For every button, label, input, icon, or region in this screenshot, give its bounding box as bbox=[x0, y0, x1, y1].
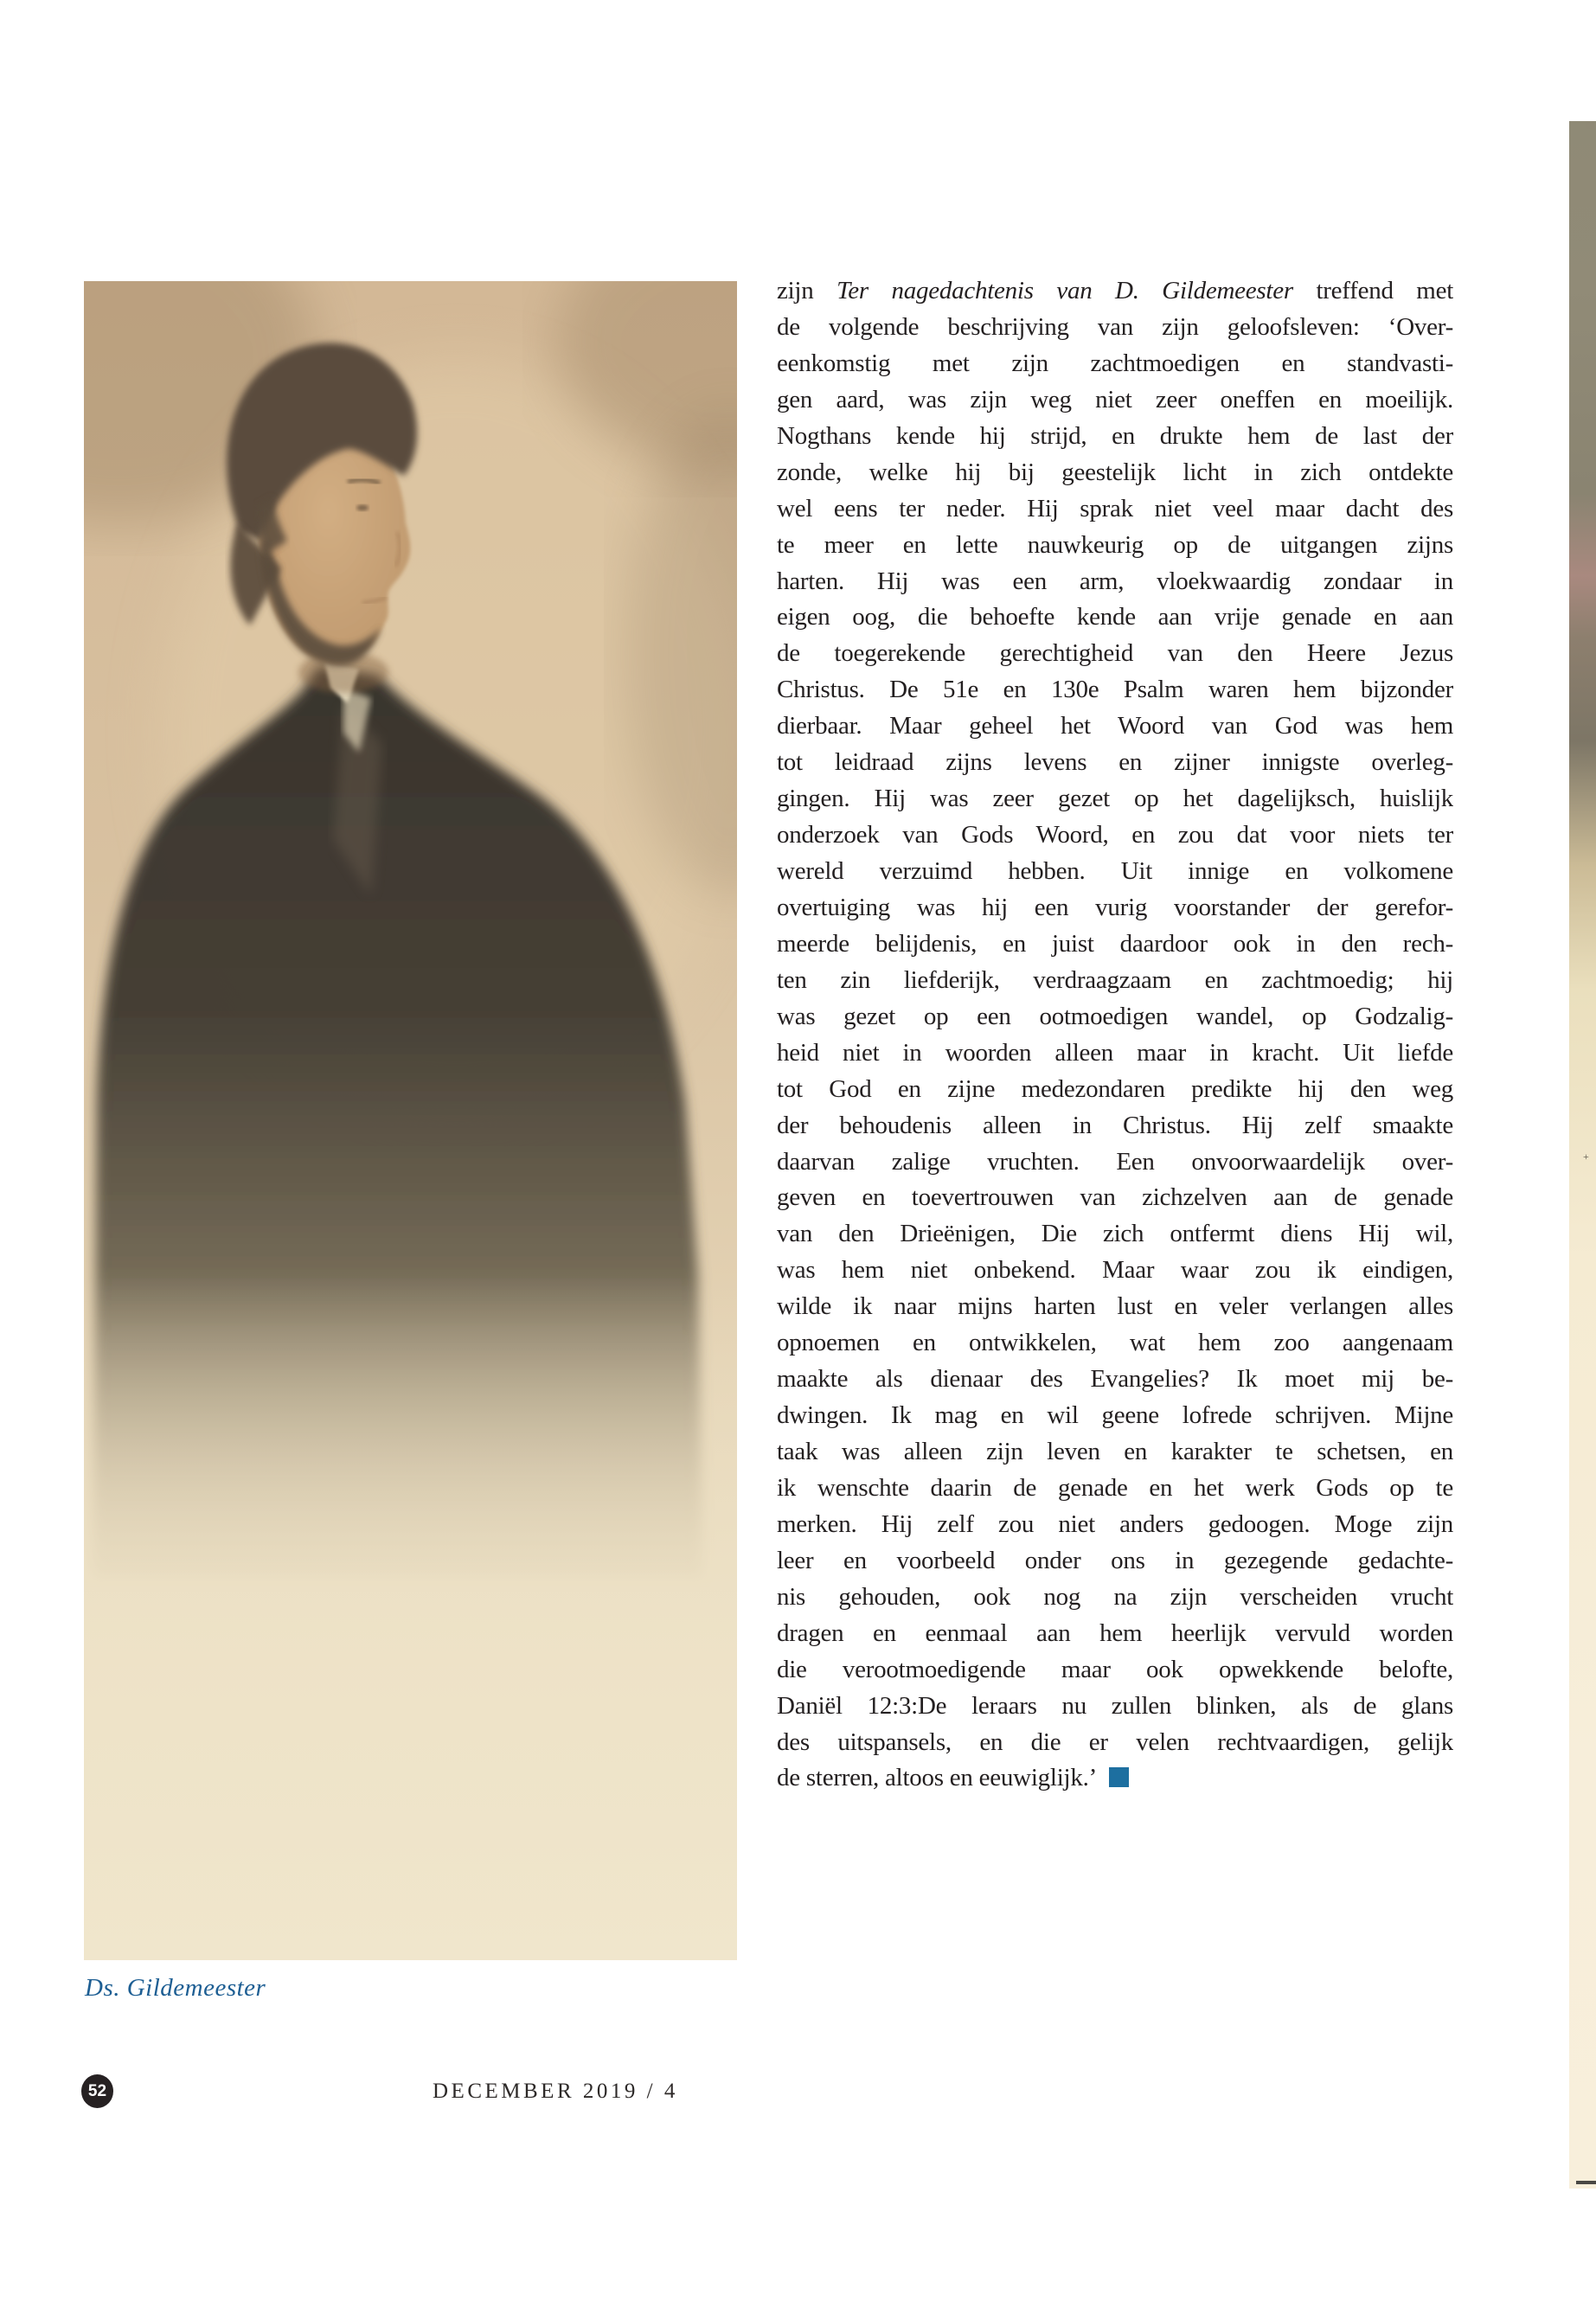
text-line: daarvan zalige vruchten. Een onvoorwaardelijk over- bbox=[777, 1147, 1453, 1176]
text-segment: zijn bbox=[777, 277, 837, 304]
italic-title-phrase: Ter nagedachtenis van D. Gildemeester bbox=[836, 277, 1293, 304]
text-line: wilde ik naar mijns harten lust en veler verlangen alles bbox=[777, 1292, 1453, 1321]
footer-issue-line: DECEMBER 2019 / 4 bbox=[433, 2080, 678, 2103]
article-end-marker-icon bbox=[1109, 1767, 1129, 1787]
text-line: dwingen. Ik mag en wil geene lofrede schrijven. Mijne bbox=[777, 1401, 1453, 1430]
text-line: eigen oog, die behoefte kende aan vrije genade en aan bbox=[777, 603, 1453, 631]
text-line: meerde belijdenis, en juist daardoor ook in den rech- bbox=[777, 929, 1453, 958]
text-line: merken. Hij zelf zou niet anders gedoogen. Moge zijn bbox=[777, 1509, 1453, 1538]
text-line: tot leidraad zijns levens en zijner innigste overleg- bbox=[777, 748, 1453, 777]
portrait-photo-art bbox=[84, 281, 737, 1960]
text-line: nis gehouden, ook nog na zijn verscheiden vrucht bbox=[777, 1582, 1453, 1611]
text-line: wel eens ter neder. Hij sprak niet veel maar dacht des bbox=[777, 494, 1453, 522]
text-line: harten. Hij was een arm, vloekwaardig zondaar in bbox=[777, 567, 1453, 595]
text-line: de toegerekende gerechtigheid van den Heere Jezus bbox=[777, 639, 1453, 668]
text-line: de sterren, altoos en eeuwiglijk.’ bbox=[777, 1760, 1453, 1797]
photo-caption: Ds. Gildemeester bbox=[85, 1974, 266, 2002]
text-line: dierbaar. Maar geheel het Woord van God was hem bbox=[777, 712, 1453, 740]
text-line: te meer en lette nauwkeurig op de uitgangen zijns bbox=[777, 530, 1453, 559]
text-line: eenkomstig met zijn zachtmoedigen en standvasti- bbox=[777, 349, 1453, 377]
text-line: leer en voorbeeld onder ons in gezegende gedachte- bbox=[777, 1546, 1453, 1574]
text-line: heid niet in woorden alleen maar in kracht. Uit liefde bbox=[777, 1038, 1453, 1067]
text-line: die verootmoedigende maar ook opwekkende belofte, bbox=[777, 1655, 1453, 1683]
text-segment: treffend met bbox=[1292, 277, 1453, 304]
text-line: gen aard, was zijn weg niet zeer oneffen en moeilijk. bbox=[777, 385, 1453, 413]
text-line: taak was alleen zijn leven en karakter te schetsen, en bbox=[777, 1438, 1453, 1465]
adjacent-page-edge-notch bbox=[1586, 121, 1594, 129]
text-line: maakte als dienaar des Evangelies? Ik moet mij be- bbox=[777, 1365, 1453, 1394]
text-line: opnoemen en ontwikkelen, wat hem zoo aangenaam bbox=[777, 1329, 1453, 1357]
text-line: overtuiging was hij een vurig voorstander der gerefor- bbox=[777, 893, 1453, 921]
text-line: Nogthans kende hij strijd, en drukte hem de last der bbox=[777, 421, 1453, 450]
text-line: was gezet op een ootmoedigen wandel, op Godzalig- bbox=[777, 1002, 1453, 1030]
text-line: ik wenschte daarin de genade en het werk Gods op te bbox=[777, 1473, 1453, 1502]
page-number: 52 bbox=[87, 2081, 107, 2100]
portrait-photo bbox=[84, 281, 737, 1960]
text-line: zonde, welke hij bij geestelijk licht in zich ontdekte bbox=[777, 458, 1453, 486]
page-number-badge bbox=[81, 2074, 113, 2108]
text-line: Daniël 12:3:De leraars nu zullen blinken, als de glans bbox=[777, 1691, 1453, 1720]
text-line: wereld verzuimd hebben. Uit innige en volkomene bbox=[777, 857, 1453, 885]
text-line: des uitspansels, en die er velen rechtvaardigen, gelijk bbox=[777, 1727, 1453, 1756]
text-line: ten zin liefderijk, verdraagzaam en zachtmoedig; hij bbox=[777, 965, 1453, 994]
text-line: dragen en eenmaal aan hem heerlijk vervuld worden bbox=[777, 1618, 1453, 1647]
print-artifact-mark: + bbox=[1583, 1150, 1589, 1163]
text-line: geven en toevertrouwen van zichzelven aan de genade bbox=[777, 1183, 1453, 1212]
text-line: tot God en zijne medezondaren predikte hij den weg bbox=[777, 1074, 1453, 1103]
text-line: was hem niet onbekend. Maar waar zou ik eindigen, bbox=[777, 1256, 1453, 1285]
adjacent-page-edge-dash bbox=[1576, 2181, 1596, 2184]
text-line: de volgende beschrijving van zijn geloofsleven: ‘Over- bbox=[777, 312, 1453, 341]
article-text bbox=[777, 273, 1453, 1797]
text-line bbox=[777, 273, 1453, 310]
text-line: Christus. De 51e en 130e Psalm waren hem bijzonder bbox=[777, 676, 1453, 704]
text-line: der behoudenis alleen in Christus. Hij zelf smaakte bbox=[777, 1111, 1453, 1139]
text-line: onderzoek van Gods Woord, en zou dat voor niets ter bbox=[777, 821, 1453, 849]
text-line: gingen. Hij was zeer gezet op het dagelijksch, huislijk bbox=[777, 785, 1453, 813]
text-line: van den Drieënigen, Die zich ontfermt diens Hij wil, bbox=[777, 1220, 1453, 1248]
